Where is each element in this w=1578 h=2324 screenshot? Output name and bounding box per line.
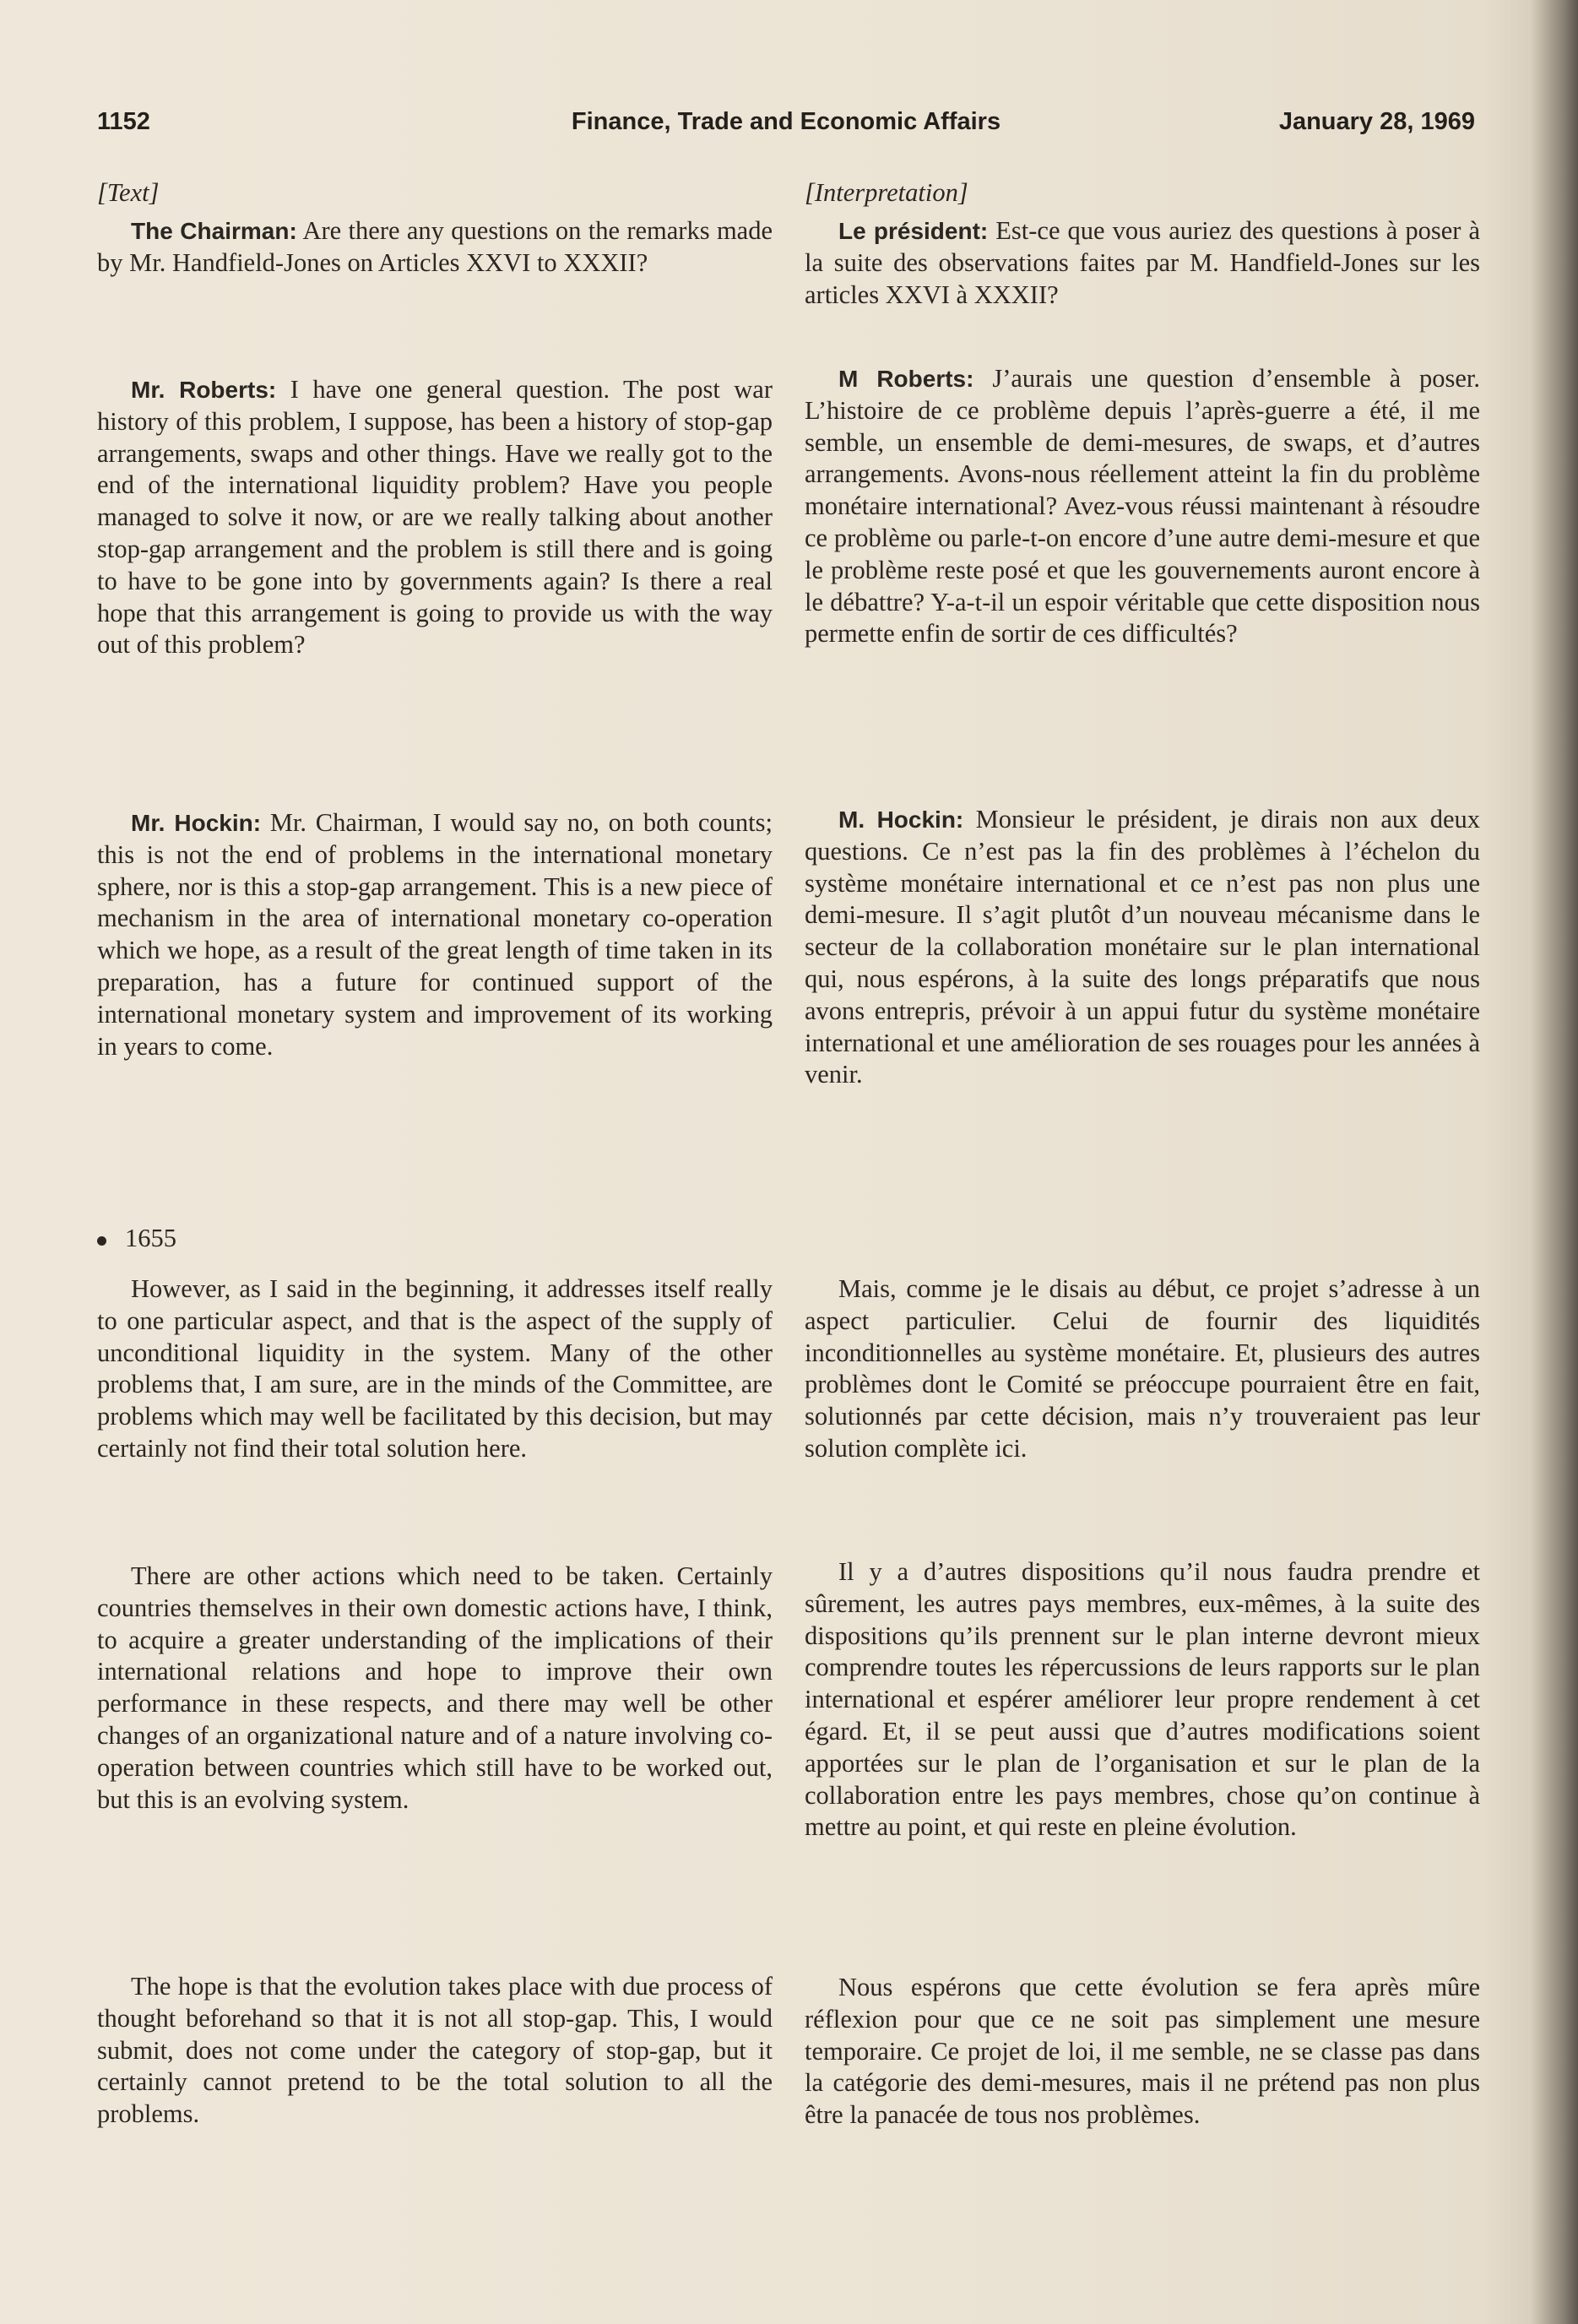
- paragraph-en-5: [97, 1561, 773, 1816]
- speaker-name: M. Hockin:: [838, 806, 964, 833]
- page-number: 1152: [97, 108, 150, 135]
- paragraph-text: Nous espérons que cette évolution se fera après mûre réflexion pour que ce ne soit pas simplement une mesure temporaire. Ce projet de loi, il me semble, ne se classe pas dans la catégorie des demi-mesures, mais il ne prétend pas non plus être la panacée de tous nos problèmes.: [805, 1973, 1480, 2130]
- paragraph-text: There are other actions which need to be taken. Certainly countries themselves in their own domestic actions have, I think, to acquire a greater understanding of the implications of their international relations and hope to improve their own performance in these respects, and there may well be other changes of an organizational nature and of a nature involving co-operation between countries which still have to be worked out, but this is an evolving system.: [97, 1561, 773, 1814]
- speaker-name: The Chairman:: [131, 218, 297, 244]
- text-label: [Text]: [97, 178, 160, 207]
- interpretation-label: [Interpretation]: [805, 178, 968, 207]
- paragraph-en-6: [97, 1971, 773, 2131]
- time-marker: [97, 1223, 176, 1255]
- header-date: January 28, 1969: [1278, 108, 1475, 135]
- paragraph-fr-6: [805, 1972, 1480, 2131]
- paragraph-chairman-en: [97, 215, 773, 280]
- paragraph-roberts-en: [97, 374, 773, 661]
- paragraph-hockin-en: [97, 807, 773, 1062]
- paragraph-text: Est-ce que vous auriez des questions à poser à la suite des observations faites par M. Handfield-Jones sur les articles XXVI à XXXII?: [805, 216, 1481, 309]
- speaker-name: Le président:: [838, 218, 989, 244]
- paragraph-fr-4: [805, 1273, 1480, 1465]
- paragraph-roberts-fr: [805, 363, 1480, 650]
- paragraph-text: J’aurais une question d’ensemble à poser. L’histoire de ce problème depuis l’après-guerre a été, il me semble, un ensemble de demi-mesures, de swaps, et d’autres arrangements. Avons-nous réellement atteint la fin du problème monétaire international? Avez-vous réussi maintenant à résoudre ce problème ou parle-t-on encore d’une autre demi-mesure et que le problème reste posé et que les gouvernements auront encore à le débattre? Y-a-t-il un espoir véritable que cette disposition nous permette enfin de sortir de ces difficultés?: [805, 364, 1480, 649]
- paragraph-text: Il y a d’autres dispositions qu’il nous faudra prendre et sûrement, les autres pays membres, eux-mêmes, à la suite des dispositions qu’ils prennent sur le plan interne devront mieux comprendre toutes les répercussions de leurs rapports sur le plan international et espérer améliorer leur propre rendement à cet égard. Et, il se peut aussi que d’autres modifications soient apportées sur le plan de l’organisation et sur le plan de la collaboration entre les pays membres, chose qu’on continue à mettre au point, et qui reste en pleine évolution.: [805, 1557, 1480, 1842]
- speaker-name: Mr. Hockin:: [131, 810, 262, 836]
- bullet-icon: [97, 1236, 106, 1246]
- running-header: [97, 108, 1475, 142]
- paragraph-text: Are there any questions on the remarks made by Mr. Handfield-Jones on Articles XXVI to XXXII?: [97, 216, 773, 277]
- paragraph-text: Mais, comme je le disais au début, ce projet s’adresse à un aspect particulier. Celui de fournir des liquidités inconditionnelles au système monétaire. Et, plusieurs des autres problèmes dont le Comité se préoccupe pourraient être en fait, solutionnés par cette décision, mais n’y trouveraient pas leur solution complète ici.: [805, 1274, 1480, 1463]
- paragraph-fr-5: [805, 1556, 1480, 1843]
- paragraph-text: Mr. Chairman, I would say no, on both counts; this is not the end of problems in the international monetary sphere, nor is this a stop-gap arrangement. This is a new piece of mechanism in the area of international monetary co-operation which we hope, as a result of the great length of time taken in its preparation, has a future for continued support of the international monetary system and improvement of its working in years to come.: [97, 808, 773, 1061]
- speaker-name: Mr. Roberts:: [131, 377, 277, 403]
- paragraph-text: The hope is that the evolution takes place with due process of thought beforehand so that it is not all stop-gap. This, I would submit, does not come under the category of stop-gap, but it certainly cannot pretend to be the total solution to all the problems.: [97, 1972, 773, 2129]
- paragraph-en-4: [97, 1273, 773, 1465]
- paragraph-president-fr: [805, 215, 1480, 311]
- speaker-name: M Roberts:: [838, 366, 974, 392]
- publication-title: Finance, Trade and Economic Affairs: [571, 108, 1001, 135]
- paragraph-text: I have one general question. The post war history of this problem, I suppose, has been a history of stop-gap arrangements, swaps and other things. Have we really got to the end of the international liquidity problem? Have you people managed to solve it now, or are we really talking about another stop-gap arrangement and the problem is still there and is going to have to be gone into by governments again? Is there a real hope that this arrangement is going to provide us with the way out of this problem?: [97, 375, 773, 660]
- time-marker-value: 1655: [125, 1224, 176, 1252]
- paragraph-text: However, as I said in the beginning, it addresses itself really to one particular aspect, and that is the aspect of the supply of unconditional liquidity in the system. Many of the other problems that, I am sure, are in the minds of the Committee, are problems which may well be facilitated by this decision, but may certainly not find their total solution here.: [97, 1274, 773, 1463]
- paragraph-text: Monsieur le président, je dirais non aux deux questions. Ce n’est pas la fin des problèmes à l’échelon du système monétaire international et ce n’est pas non plus une demi-mesure. Il s’agit plutôt d’un nouveau mécanisme dans le secteur de la collaboration monétaire sur le plan international qui, nous espérons, à la suite des longs préparatifs que nous avons entrepris, prévoir à un appui futur du système monétaire international et une amélioration de ses rouages pour les années à venir.: [805, 805, 1481, 1089]
- paragraph-hockin-fr: [805, 804, 1480, 1091]
